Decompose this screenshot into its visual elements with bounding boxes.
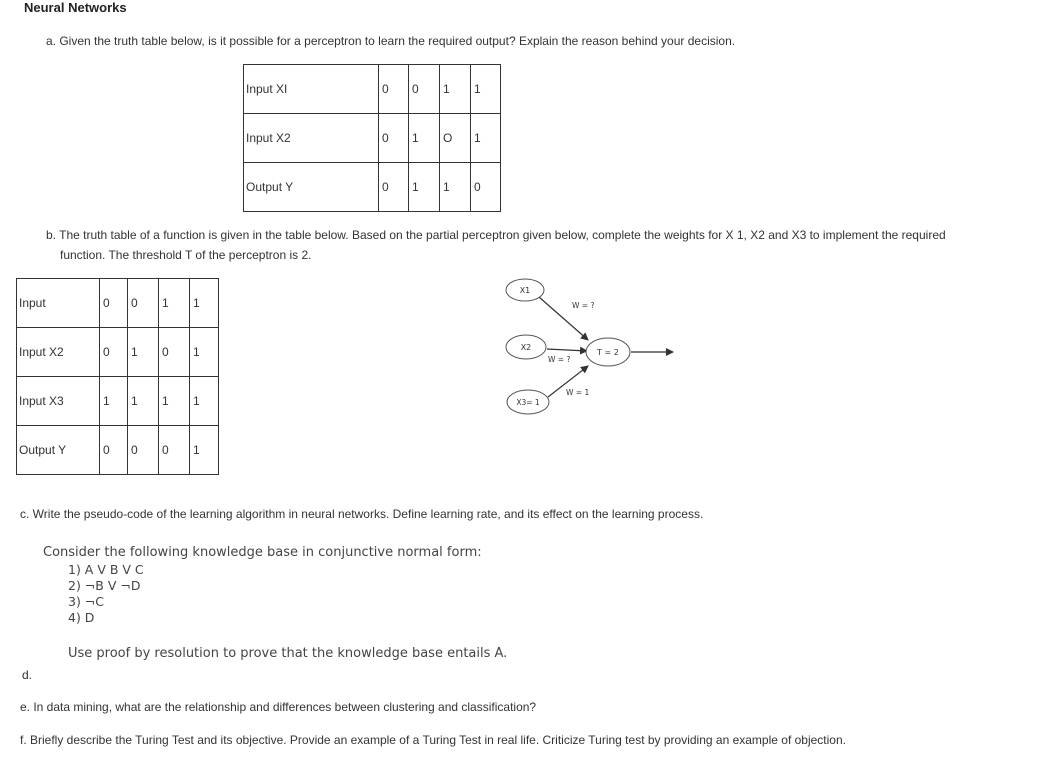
cell: 0 [471,163,501,212]
kb-intro: Consider the following knowledge base in conjunctive normal form: [43,545,482,560]
question-b-line1: b. The truth table of a function is given in the table below. Based on the partial perceptron given below, complete the weights for X 1, X2 and X3 to implement the required [46,228,946,242]
question-a: a. Given the truth table below, is it possible for a perceptron to learn the required output? Explain the reason behind your decision. [46,34,736,48]
threshold-label: T = 2 [597,348,619,357]
table-row [17,279,219,328]
x2-label: X2 [520,343,532,352]
truth-table-b [16,278,219,475]
cell: 1 [128,328,159,377]
cell: 1 [409,114,440,163]
page-title: Neural Networks [24,0,127,15]
w2-label: W = ? [548,355,571,364]
cell: 1 [471,114,501,163]
cell: 1 [128,377,159,426]
cell: 0 [379,65,409,114]
cell: 0 [379,114,409,163]
question-d-label: d. [22,668,33,682]
cell: 0 [159,426,190,475]
kb-clause-2: 2) ¬B V ¬D [68,578,141,593]
question-e: e. In data mining, what are the relationship and differences between clustering and classification? [20,700,537,714]
truth-table-a [243,64,501,212]
question-c: c. Write the pseudo-code of the learning algorithm in neural networks. Define learning rate, and its effect on the learning process. [20,507,704,521]
cell: 1 [190,377,219,426]
cell: 1 [440,65,471,114]
cell: 1 [159,377,190,426]
w2-edge [547,349,587,351]
cell: O [440,114,471,163]
x1-label: X1 [519,286,531,295]
row-label: Output Y [244,163,379,212]
cell: 0 [128,426,159,475]
cell: 0 [379,163,409,212]
perceptron-diagram [490,275,690,425]
cell: 0 [159,328,190,377]
table-row [17,328,219,377]
cell: 0 [100,328,128,377]
table-row [244,163,501,212]
row-label: Input X2 [17,328,100,377]
cell: 1 [100,377,128,426]
kb-clause-1: 1) A V B V C [68,562,144,577]
kb-task: Use proof by resolution to prove that the knowledge base entails A. [68,646,508,661]
kb-clause-3: 3) ¬C [68,594,105,609]
cell: 1 [409,163,440,212]
cell: 1 [471,65,501,114]
table-row [244,65,501,114]
cell: 1 [159,279,190,328]
cell: 1 [440,163,471,212]
row-label: Input X2 [244,114,379,163]
cell: 1 [190,426,219,475]
cell: 0 [409,65,440,114]
question-f: f. Briefly describe the Turing Test and its objective. Provide an example of a Turing Test in real life. Criticize Turing test by providing an example of objection. [20,733,846,747]
table-row [17,377,219,426]
table-row [244,114,501,163]
cell: 1 [190,279,219,328]
w3-label: W = 1 [566,388,590,397]
row-label: Output Y [17,426,100,475]
question-b-line2: function. The threshold T of the perceptron is 2. [60,248,312,262]
x3-label: X3= 1 [516,398,540,407]
row-label: Input X3 [17,377,100,426]
cell: 1 [190,328,219,377]
row-label: Input XI [244,65,379,114]
kb-clause-4: 4) D [68,610,95,625]
cell: 0 [100,426,128,475]
row-label: Input [17,279,100,328]
w1-label: W = ? [572,301,595,310]
cell: 0 [100,279,128,328]
cell: 0 [128,279,159,328]
table-row [17,426,219,475]
